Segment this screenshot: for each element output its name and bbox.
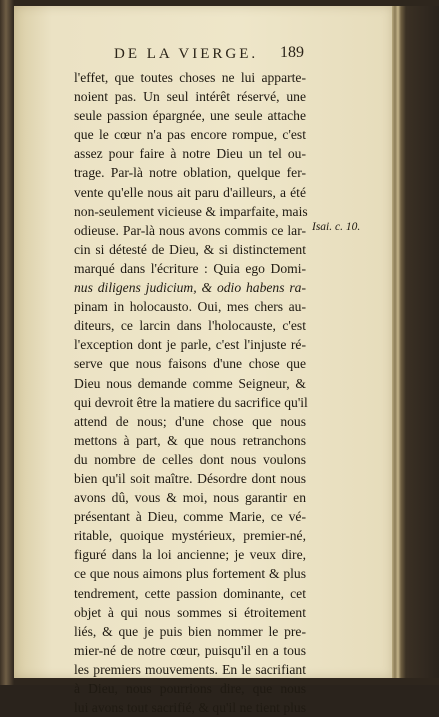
text-line: du nombre de celles dont nous voulons bbox=[74, 451, 306, 467]
text-line: mier-né de notre cœur, puisqu'il en a tous bbox=[74, 642, 306, 658]
text-line: assez pour faire à notre Dieu un tel ou- bbox=[74, 146, 306, 162]
text-line: serve que nous faisons d'une chose que bbox=[74, 356, 306, 372]
book-page bbox=[14, 6, 392, 716]
text-line: figuré dans la loi ancienne; je veux dire, bbox=[74, 547, 306, 563]
text-line: l'exception dont je parle, c'est l'injuste ré- bbox=[74, 337, 306, 353]
text-line: attend de nous; d'une chose que nous bbox=[74, 413, 306, 429]
text-line: tendrement, cette passion dominante, cet bbox=[74, 585, 306, 601]
text-line: mettons à part, & que nous retranchons bbox=[74, 432, 306, 448]
text-line: bien qu'il soit maître. Désordre dont nous bbox=[74, 470, 306, 486]
margin-reference: Isai. c. 10. bbox=[312, 221, 361, 233]
text-line: l'effet, que toutes choses ne lui apparte- bbox=[74, 70, 306, 85]
text-line: pinam in holocausto. Oui, mes chers au- bbox=[74, 299, 306, 315]
text-line: ritable, quoique mystérieux, premier-né, bbox=[74, 528, 306, 544]
text-line: marqué dans l'écriture : Quia ego Domi- bbox=[74, 260, 306, 276]
text-line: lui avons tout sacrifié, & qu'il ne tient plus bbox=[74, 700, 306, 716]
text-line: seule passion épargnée, une seule attache bbox=[74, 108, 306, 124]
page-number: 189 bbox=[280, 44, 304, 61]
text-line: les premiers mouvements. En le sacrifiant bbox=[74, 661, 306, 677]
text-line: cin si détesté de Dieu, & si distinctement bbox=[74, 241, 306, 257]
running-title: DE LA VIERGE. bbox=[114, 46, 259, 62]
text-line-latin: nus diligens judicium, & odio habens ra- bbox=[74, 280, 306, 296]
text-line: trage. Par-là notre oblation, quelque fer- bbox=[74, 165, 306, 181]
text-line: noient pas. Un seul intérêt réservé, une bbox=[74, 89, 306, 105]
text-line: qui devroit être la matiere du sacrifice qu'il bbox=[74, 394, 308, 410]
text-line: présentant à Dieu, comme Marie, ce vé- bbox=[74, 509, 306, 525]
text-line: que le cœur n'a pas encore rompue, c'est bbox=[74, 127, 306, 143]
text-line: objet à qui nous sommes si étroitement bbox=[74, 604, 306, 620]
text-line: non-seulement vicieuse & imparfaite, mais bbox=[74, 203, 308, 219]
text-line: Dieu nous demande comme Seigneur, & bbox=[74, 375, 306, 391]
text-line: odieuse. Par-là nous avons commis ce lar- bbox=[74, 222, 306, 238]
text-line: vente qu'elle nous ait paru d'ailleurs, a été bbox=[74, 184, 306, 200]
page-edge bbox=[392, 6, 439, 678]
text-line: avons dû, vous & moi, nous garantir en bbox=[74, 490, 306, 506]
text-line: liés, & que je puis bien nommer le pre- bbox=[74, 623, 306, 639]
text-line: diteurs, ce larcin dans l'holocauste, c'est bbox=[74, 318, 306, 334]
text-line: ce que nous aimons plus fortement & plus bbox=[74, 566, 306, 582]
body-text bbox=[74, 68, 306, 717]
text-line: à Dieu, nous pourrions dire, que nous bbox=[74, 681, 306, 696]
